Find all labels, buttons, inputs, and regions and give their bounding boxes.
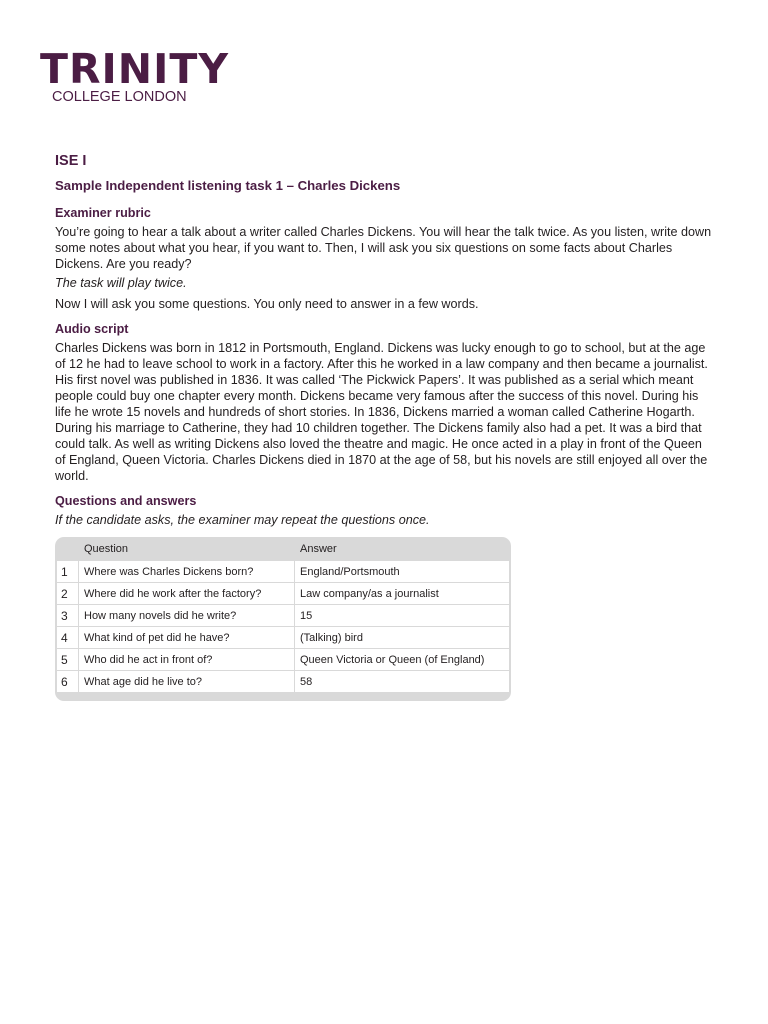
qa-note: If the candidate asks, the examiner may repeat the questions once. bbox=[55, 513, 430, 527]
table-row bbox=[57, 604, 509, 626]
qa-heading: Questions and answers bbox=[55, 494, 197, 508]
row-answer: 15 bbox=[300, 609, 313, 622]
row-number: 3 bbox=[57, 605, 79, 626]
qa-table bbox=[55, 537, 511, 701]
level-title: ISE I bbox=[55, 153, 87, 169]
document-body bbox=[55, 152, 715, 701]
rubric-play-note: The task will play twice. bbox=[55, 276, 187, 290]
row-question: How many novels did he write? bbox=[79, 605, 295, 626]
trinity-logo bbox=[40, 45, 240, 108]
logo-subtitle: COLLEGE LONDON bbox=[52, 89, 187, 105]
row-number: 2 bbox=[57, 583, 79, 604]
row-answer: 58 bbox=[300, 675, 313, 688]
table-row bbox=[57, 626, 509, 648]
row-number: 4 bbox=[57, 627, 79, 648]
table-row bbox=[57, 582, 509, 604]
row-question: Where was Charles Dickens born? bbox=[79, 561, 295, 582]
rubric-section bbox=[55, 205, 715, 312]
qa-section bbox=[55, 493, 715, 701]
logo-wordmark: TRINITY bbox=[40, 45, 230, 93]
row-answer: (Talking) bird bbox=[300, 631, 363, 644]
rubric-questions-note: Now I will ask you some questions. You only need to answer in a few words. bbox=[55, 297, 479, 311]
row-number: 5 bbox=[57, 649, 79, 670]
row-answer: Law company/as a journalist bbox=[300, 587, 439, 600]
row-answer: Queen Victoria or Queen (of England) bbox=[300, 653, 485, 666]
row-number: 6 bbox=[57, 671, 79, 692]
table-row bbox=[57, 648, 509, 670]
task-subtitle: Sample Independent listening task 1 – Charles Dickens bbox=[55, 178, 401, 193]
row-question: Where did he work after the factory? bbox=[79, 583, 295, 604]
audio-script-text: Charles Dickens was born in 1812 in Portsmouth, England. Dickens was lucky enough to go to school, but at the age of 12 he had to leave school to work in a factory. After this he worked in a law company and then became a journalist. His first novel was published in 1836. It was called ‘The Pickwick Papers’. It was published as a serial which meant people could buy one chapter every month. Dickens became very famous after the success of this novel. During his life he wrote 15 novels and hundreds of short stories. In 1836, Dickens married a woman called Catherine Hogarth. During his marriage to Catherine, they had 10 children together. The Dickens family also had a pet. It was a bird that could talk. As well as writing Dickens also loved the theatre and magic. He once acted in a play in front of the Queen of England, Queen Victoria. Charles Dickens died in 1870 at the age of 58, but his novels are still enjoyed all over the world. bbox=[55, 341, 708, 483]
table-row bbox=[57, 670, 509, 692]
table-row bbox=[57, 560, 509, 582]
audio-script-heading: Audio script bbox=[55, 322, 129, 336]
header-answer: Answer bbox=[300, 542, 337, 555]
row-number: 1 bbox=[57, 561, 79, 582]
row-question: What kind of pet did he have? bbox=[79, 627, 295, 648]
row-answer: England/Portsmouth bbox=[300, 565, 400, 578]
header-question: Question bbox=[84, 542, 129, 555]
qa-table-header bbox=[57, 537, 509, 560]
rubric-intro: You’re going to hear a talk about a writer called Charles Dickens. You will hear the talk twice. As you listen, write down some notes about what you hear, if you want to. Then, I will ask you six questions on some facts about Charles Dickens. Are you ready? bbox=[55, 225, 712, 271]
row-question: Who did he act in front of? bbox=[79, 649, 295, 670]
row-question: What age did he live to? bbox=[79, 671, 295, 692]
audio-script-section bbox=[55, 321, 715, 484]
rubric-heading: Examiner rubric bbox=[55, 206, 151, 220]
